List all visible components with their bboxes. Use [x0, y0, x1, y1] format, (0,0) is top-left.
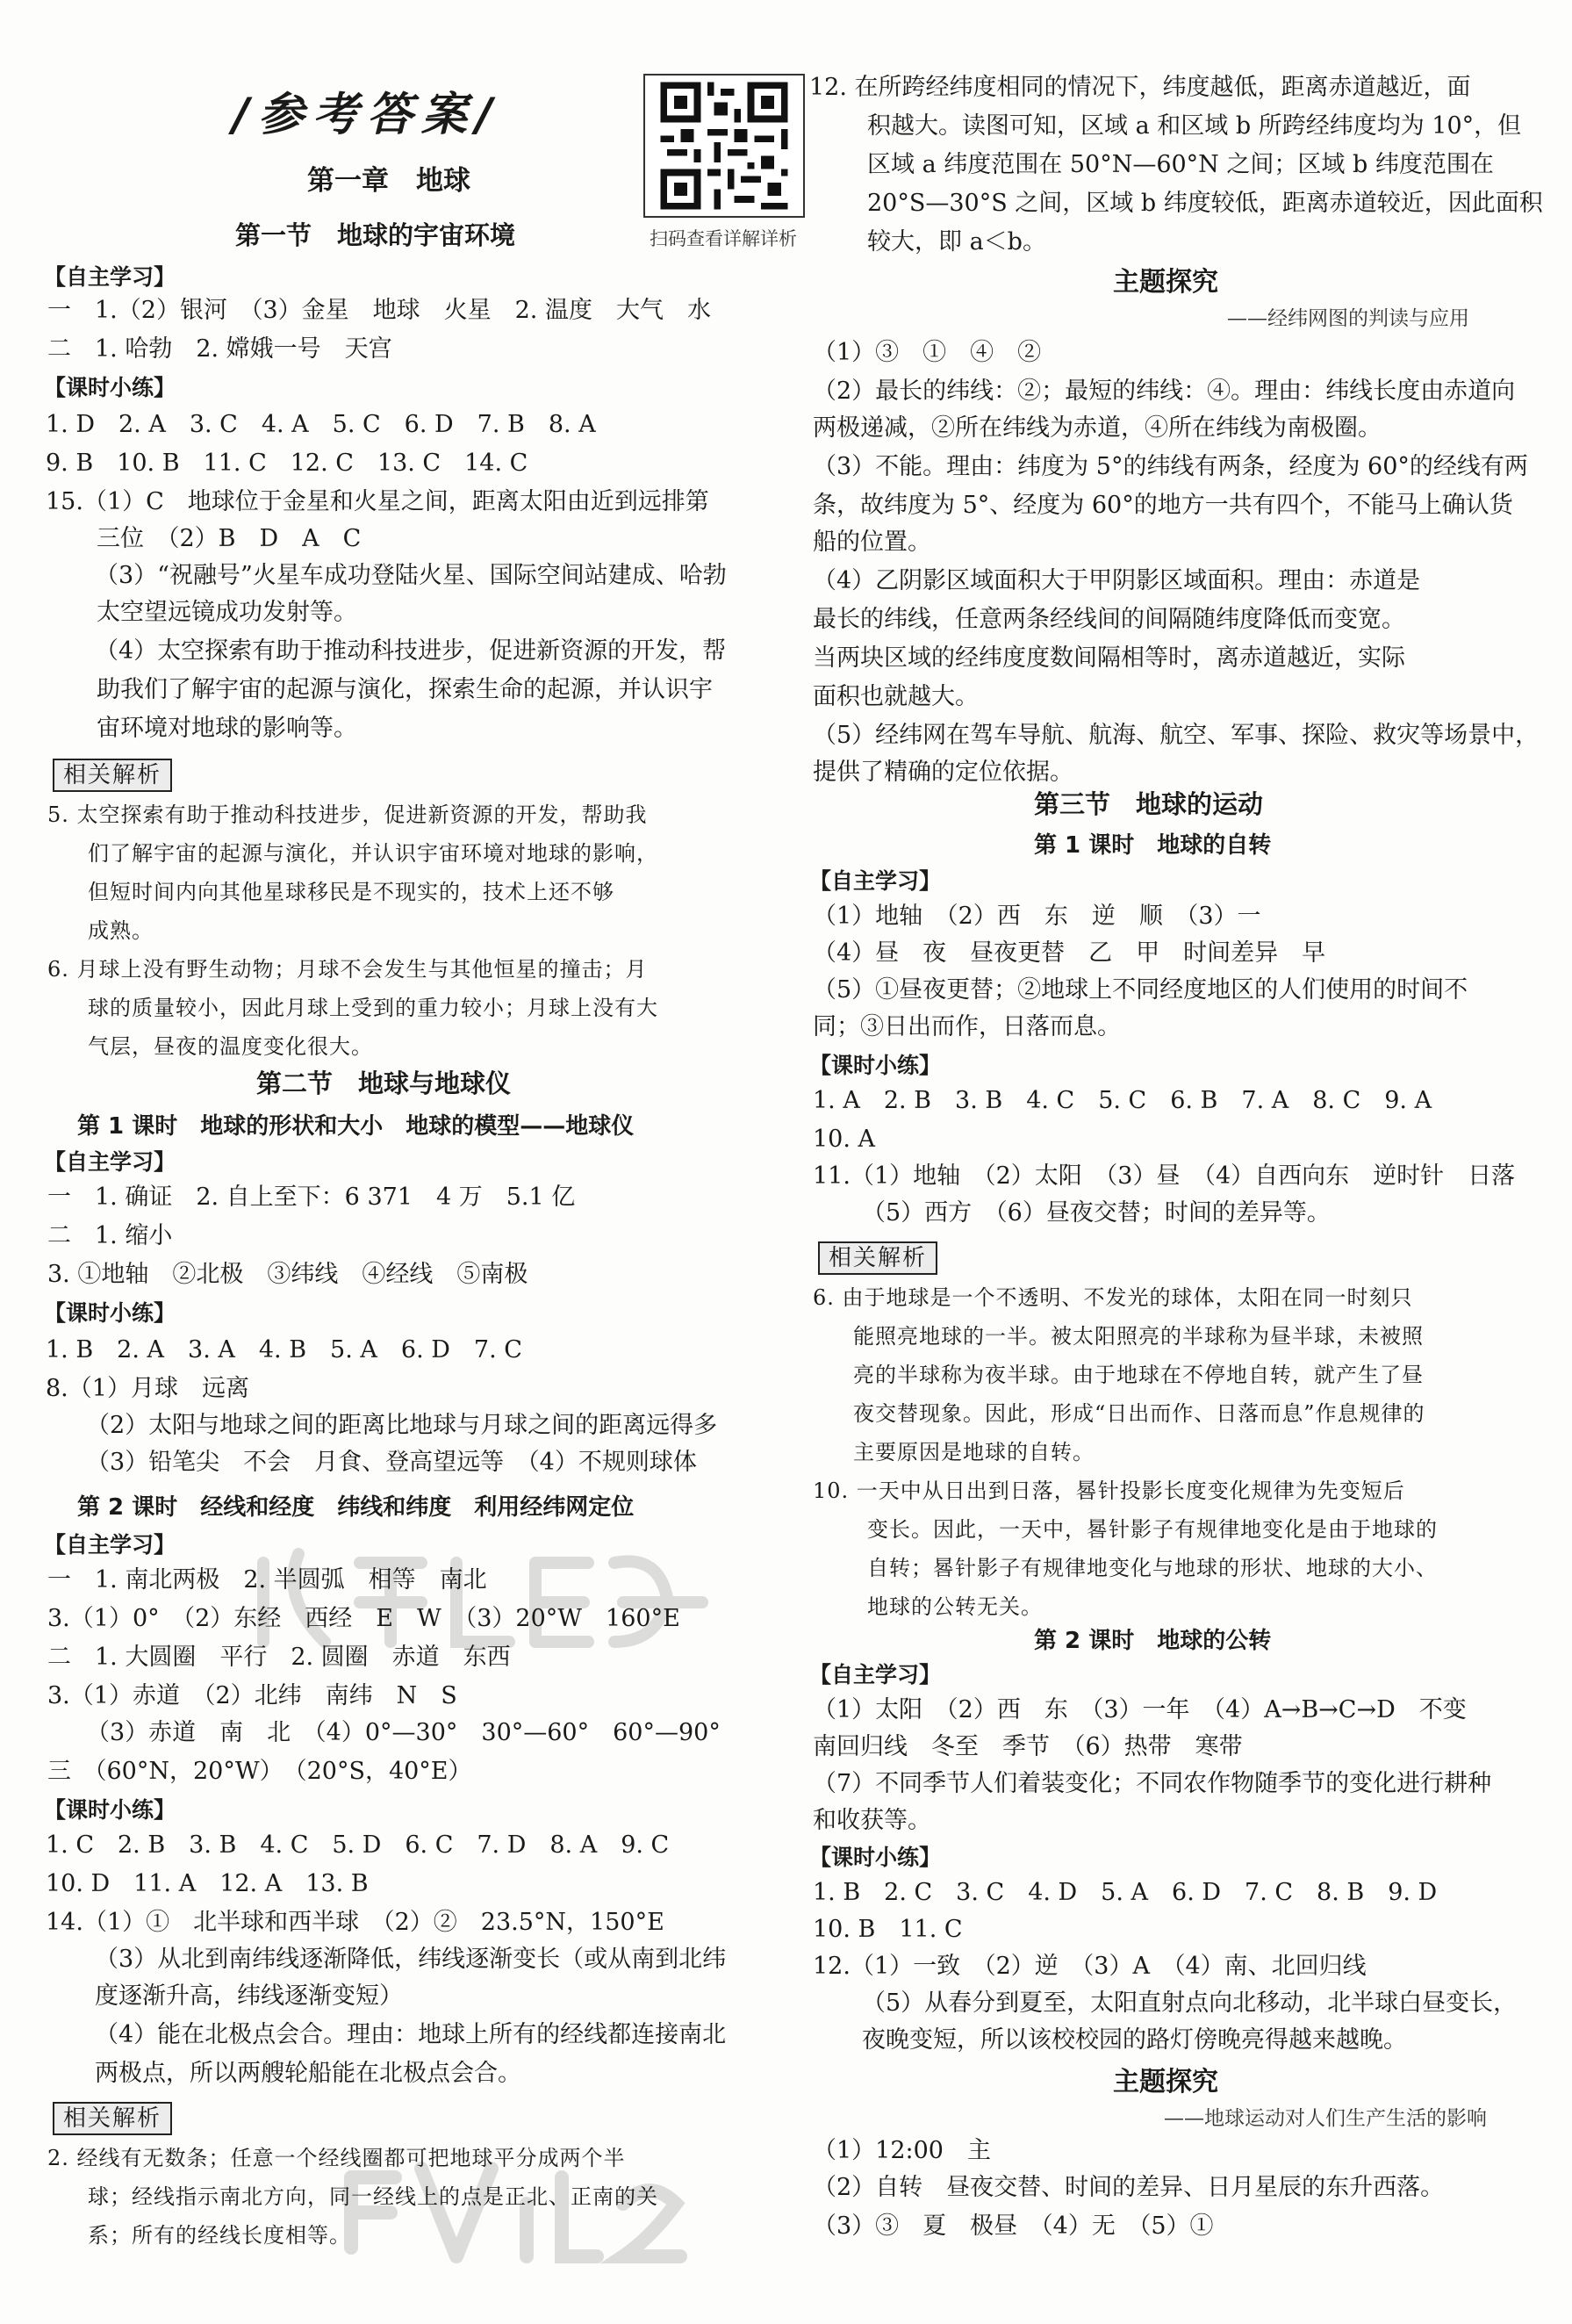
s1-practice-line: 助我们了解宇宙的起源与演化，探索生命的起源，并认识宇 [97, 676, 713, 703]
s2-related-line: 2. 经线有无数条；任意一个经线圈都可把地球平分成两个半 [47, 2146, 626, 2170]
s3-related-line: 自转；晷针影子有规律地变化与地球的形状、地球的大小、 [867, 1556, 1438, 1580]
s2-l2-self-line: 一 1. 南北两极 2. 半圆弧 相等 南北 [47, 1566, 487, 1594]
s3-related-line: 10. 一天中从日出到日落，晷针投影长度变化规律为先变短后 [813, 1479, 1405, 1503]
s2-l1-self-line: 3. ①地轴 ②北极 ③纬线 ④经线 ⑤南极 [47, 1261, 528, 1288]
s2-l2-practice-line: 1. C 2. B 3. B 4. C 5. D 6. C 7. D 8. A 9. C [46, 1831, 670, 1859]
related-label: 相关解析 [53, 759, 172, 792]
s1-practice-line: （4）太空探索有助于推动科技进步，促进新资源的开发，帮 [95, 637, 727, 665]
s1-practice-line: 三位 （2）B D A C [97, 525, 362, 552]
s2-l2-practice-line: （3）从北到南纬线逐渐降低，纬线逐渐变长（或从南到北纬 [95, 1946, 727, 1973]
s3-related-line: 能照亮地球的一半。被太阳照亮的半球称为昼半球，未被照 [853, 1324, 1424, 1349]
topic1-line: 当两块区域的经纬度度数间隔相等时，离赤道越近，实际 [813, 644, 1405, 672]
topic2-line: （2）自转 昼夜交替、时间的差异、日月星辰的东升西落。 [813, 2174, 1445, 2201]
section1-title: 第一节 地球的宇宙环境 [235, 220, 516, 250]
topic2-subtitle: ——地球运动对人们生产生活的影响 [1164, 2107, 1487, 2130]
s3-l1-self-line: （4）昼 夜 昼夜更替 乙 甲 时间差异 早 [813, 939, 1326, 967]
topic2-line: （3）③ 夏 极昼 （4）无 （5）① [813, 2212, 1214, 2240]
answer-banner: /参考答案/ [233, 89, 501, 141]
s1-related-line: 成熟。 [88, 918, 154, 943]
s1-related-line: 6. 月球上没有野生动物；月球不会发生与其他恒星的撞击；月 [47, 957, 648, 982]
s3-l2-practice-line: 12.（1）一致 （2）逆 （3）A （4）南、北回归线 [813, 1953, 1367, 1980]
s3-l1-practice-line: （5）西方 （6）昼夜交替；时间的差异等。 [862, 1199, 1331, 1227]
s2-related-line: 系；所有的经线长度相等。 [88, 2223, 351, 2248]
s2-related-line: 球；经线指示南北方向，同一经线上的点是正北、正南的关 [88, 2184, 658, 2209]
s3-l1-self-line: （5）①昼夜更替；②地球上不同经度地区的人们使用的时间不 [813, 976, 1468, 1004]
s3-related-line: 夜交替现象。因此，形成“日出而作、日落而息”作息规律的 [853, 1401, 1425, 1426]
s1-practice-line: 宙环境对地球的影响等。 [97, 715, 357, 742]
s2-l1-self-line: 一 1. 确证 2. 自上至下：6 371 4 万 5.1 亿 [47, 1184, 576, 1211]
s2-lesson2-title: 第 2 课时 经线和经度 纬线和纬度 利用经纬网定位 [77, 1494, 635, 1521]
s3-l1-practice-line: 10. A [813, 1126, 876, 1153]
topic1-line: 面积也就越大。 [813, 683, 979, 710]
s1-related-line: 们了解宇宙的起源与演化，并认识宇宙环境对地球的影响， [88, 841, 658, 866]
s3-l2-self-line: （1）太阳 （2）西 东 （3）一年 （4）A→B→C→D 不变 [813, 1696, 1467, 1723]
s2-l2-self-line: 二 1. 大圆圈 平行 2. 圆圈 赤道 东西 [47, 1644, 511, 1671]
s2-lesson1-title: 第 1 课时 地球的形状和大小 地球的模型——地球仪 [77, 1113, 635, 1140]
chapter-title: 第一章 地球 [307, 165, 470, 197]
s3-l2-practice-line: （5）从春分到夏至，太阳直射点向北移动，北半球白昼变长， [862, 1989, 1518, 2017]
s1-self-line: 二 1. 哈勃 2. 嫦娥一号 天宫 [47, 335, 392, 363]
topic1-line: 提供了精确的定位依据。 [813, 759, 1073, 786]
s1-practice-line: 1. D 2. A 3. C 4. A 5. C 6. D 7. B 8. A [46, 411, 596, 438]
s2-l2-self-line: 3.（1）0° （2）东经 西经 E W （3）20°W 160°E [47, 1605, 680, 1632]
s1-related-line: 但短时间内向其他星球移民是不现实的，技术上还不够 [88, 880, 614, 904]
s3-l2-self-line: 南回归线 冬至 季节 （6）热带 寒带 [813, 1733, 1243, 1760]
self-study-label: 【自主学习】 [44, 1149, 176, 1175]
s2-l1-practice-line: （2）太阳与地球之间的距离比地球与月球之间的距离远得多 [86, 1412, 718, 1439]
q12-line: 积越大。读图可知，区域 a 和区域 b 所跨经纬度均为 10°，但 [867, 112, 1522, 140]
s2-l2-practice-line: 10. D 11. A 12. A 13. B [46, 1870, 369, 1897]
s3-l2-practice-line: 1. B 2. C 3. C 4. D 5. A 6. D 7. C 8. B 9. D [813, 1879, 1438, 1906]
s2-l2-practice-line: 14.（1）① 北半球和西半球 （2）② 23.5°N，150°E [46, 1909, 664, 1936]
topic1-line: 两极递减，②所在纬线为赤道，④所在纬线为南极圈。 [813, 414, 1382, 442]
s2-l2-practice-line: （4）能在北极点会合。理由：地球上所有的经线都连接南北 [95, 2021, 727, 2048]
topic1-line: （2）最长的纬线：②；最短的纬线：④。理由：纬线长度由赤道向 [813, 378, 1516, 405]
section3-title: 第三节 地球的运动 [1034, 789, 1264, 819]
s1-practice-line: 9. B 10. B 11. C 12. C 13. C 14. C [46, 450, 528, 477]
topic2-line: （1）12:00 主 [813, 2137, 991, 2164]
s1-related-line: 5. 太空探索有助于推动科技进步，促进新资源的开发，帮助我 [47, 802, 648, 827]
qr-code-icon [645, 76, 803, 216]
s2-l1-self-line: 二 1. 缩小 [47, 1222, 173, 1249]
s3-l2-self-line: 和收获等。 [813, 1807, 931, 1834]
s3-l2-self-line: （7）不同季节人们着装变化；不同农作物随季节的变化进行耕种 [813, 1770, 1492, 1797]
s2-l2-practice-line: 度逐渐升高，纬线逐渐变短） [95, 1982, 403, 2010]
s1-self-line: 一 1.（2）银河 （3）金星 地球 火星 2. 温度 大气 水 [47, 297, 711, 324]
topic1-line: 条，故纬度为 5°、经度为 60°的地方一共有四个，不能马上确认货 [813, 492, 1513, 519]
topic1-title: 主题探究 [1113, 267, 1218, 298]
self-study-label: 【自主学习】 [809, 1662, 942, 1687]
s3-lesson2-title: 第 2 课时 地球的公转 [1034, 1628, 1272, 1654]
topic1-line: 最长的纬线，任意两条经线间的间隔随纬度降低而变宽。 [813, 606, 1405, 633]
topic1-subtitle: ——经纬网图的判读与应用 [1227, 307, 1469, 330]
s3-related-line: 地球的公转无关。 [867, 1594, 1043, 1619]
s3-l1-self-line: （1）地轴 （2）西 东 逆 顺 （3）一 [813, 903, 1261, 930]
topic1-line: （1）③ ① ④ ② [813, 339, 1042, 366]
practice-label: 【课时小练】 [809, 1053, 942, 1078]
topic1-line: （5）经纬网在驾车导航、航海、航空、军事、探险、救灾等场景中， [813, 722, 1540, 749]
s3-l1-self-line: 同；③日出而作，日落而息。 [813, 1013, 1121, 1040]
related-label: 相关解析 [818, 1241, 937, 1275]
s3-l2-practice-line: 夜晚变短，所以该校校园的路灯傍晚亮得越来越晚。 [862, 2026, 1407, 2054]
q12-line: 区域 a 纬度范围在 50°N—60°N 之间；区域 b 纬度范围在 [867, 151, 1494, 178]
q12-line: 12. 在所跨经纬度相同的情况下，纬度越低，距离赤道越近，面 [809, 74, 1471, 101]
self-study-label: 【自主学习】 [44, 264, 176, 290]
q12-line: 20°S—30°S 之间，区域 b 纬度较低，距离赤道较近，因此面积 [867, 190, 1543, 217]
topic2-title: 主题探究 [1113, 2067, 1218, 2097]
practice-label: 【课时小练】 [44, 375, 176, 400]
s1-practice-line: （3）“祝融号”火星车成功登陆火星、国际空间站建成、哈勃 [95, 562, 727, 589]
section2-title: 第二节 地球与地球仪 [256, 1068, 512, 1098]
s3-related-line: 6. 由于地球是一个不透明、不发光的球体，太阳在同一时刻只 [813, 1285, 1413, 1310]
s2-l2-practice-line: 两极点，所以两艘轮船能在北极点会合。 [95, 2060, 521, 2087]
s2-l2-self-line: 3.（1）赤道 （2）北纬 南纬 N S [47, 1682, 457, 1709]
practice-label: 【课时小练】 [809, 1845, 942, 1870]
self-study-label: 【自主学习】 [44, 1532, 176, 1558]
s3-related-line: 主要原因是地球的自转。 [853, 1440, 1095, 1464]
s3-l1-practice-line: 11.（1）地轴 （2）太阳 （3）昼 （4）自西向东 逆时针 日落 [813, 1162, 1516, 1190]
q12-line: 较大，即 a＜b。 [867, 228, 1046, 255]
s2-l1-practice-line: 1. B 2. A 3. A 4. B 5. A 6. D 7. C [46, 1336, 522, 1363]
s2-l2-self-line: 三 （60°N，20°W） （20°S，40°E） [47, 1758, 472, 1785]
qr-caption: 扫码查看详解详析 [650, 228, 797, 249]
s3-lesson1-title: 第 1 课时 地球的自转 [1034, 832, 1272, 859]
s1-practice-line: 15.（1）C 地球位于金星和火星之间，距离太阳由近到远排第 [46, 488, 709, 515]
s2-l1-practice-line: （3）铅笔尖 不会 月食、登高望远等 （4）不规则球体 [86, 1449, 697, 1476]
self-study-label: 【自主学习】 [809, 868, 942, 894]
qr-code[interactable] [643, 74, 805, 218]
s2-l1-practice-line: 8.（1）月球 远离 [46, 1375, 249, 1402]
s1-practice-line: 太空望远镜成功发射等。 [97, 599, 357, 626]
topic1-line: 船的位置。 [813, 529, 931, 556]
topic1-line: （4）乙阴影区域面积大于甲阴影区域面积。理由：赤道是 [813, 567, 1421, 594]
related-label: 相关解析 [53, 2102, 172, 2135]
practice-label: 【课时小练】 [44, 1300, 176, 1326]
s3-related-line: 变长。因此，一天中，晷针影子有规律地变化是由于地球的 [867, 1517, 1438, 1542]
s3-l1-practice-line: 1. A 2. B 3. B 4. C 5. C 6. B 7. A 8. C 9. A [813, 1087, 1432, 1114]
s3-related-line: 亮的半球称为夜半球。由于地球在不停地自转，就产生了昼 [853, 1363, 1424, 1387]
practice-label: 【课时小练】 [44, 1797, 176, 1823]
topic1-line: （3）不能。理由：纬度为 5°的纬线有两条，经度为 60°的经线有两 [813, 453, 1528, 480]
s1-related-line: 气层，昼夜的温度变化很大。 [88, 1034, 373, 1059]
s1-related-line: 球的质量较小，因此月球上受到的重力较小；月球上没有大 [88, 996, 658, 1020]
s2-l2-self-line: （3）赤道 南 北 （4）0°—30° 30°—60° 60°—90° [86, 1719, 721, 1746]
s3-l2-practice-line: 10. B 11. C [813, 1916, 963, 1943]
